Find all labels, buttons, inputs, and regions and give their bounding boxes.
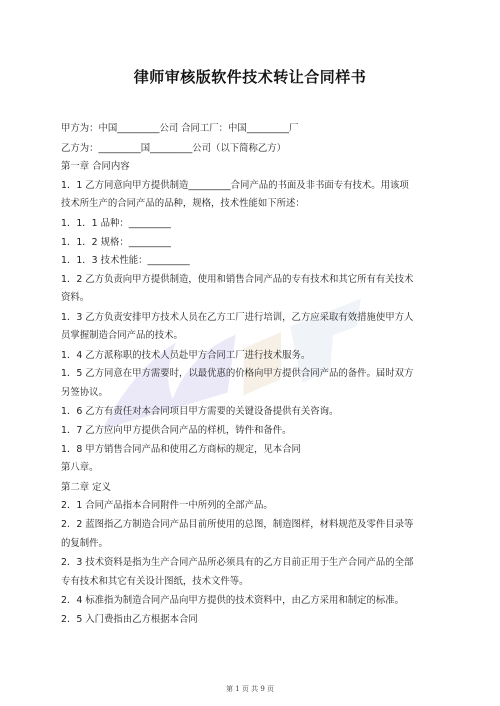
page-number: 第 1 页 共 9 页 [225,685,275,693]
text-line: 1．5 乙方同意在甲方需要时，以最优惠的价格向甲方提供合同产品的备件。届时双方 [61,368,414,379]
text-line: 1．1．2 规格：_________ [61,237,171,248]
text-line: 1．1．3 技术性能：_________ [61,255,190,266]
text-line: 乙方为：_________国_________公司（以下简称乙方） [61,143,287,154]
text-line: 1．1 乙方同意向甲方提供制造_________合同产品的书面及非书面专有技术。用该项 [61,180,409,191]
text-line: 2．5 入门费指由乙方根据本合同 [61,614,198,625]
text-line: 1．6 乙方有责任对本合同项目甲方需要的关键设备提供有关咨询。 [61,406,339,417]
text-line: 1．8 甲方销售合同产品和使用乙方商标的规定，见本合同 [61,444,301,455]
text-line: 1．7 乙方应向甲方提供合同产品的样机，铸件和备件。 [61,425,292,436]
text-line: 的复制件。 [61,538,108,549]
text-line: 1．1．1 品种：_________ [61,218,171,229]
text-line: 1．4 乙方派称职的技术人员赴甲方合同工厂进行技术服务。 [61,350,311,361]
text-line: 甲方为：中国_________公司 合同工厂：中国_________厂 [61,123,299,134]
text-line: 另签协议。 [61,387,108,398]
text-line: 员掌握制造合同产品的技术。 [61,330,183,341]
text-line: 第一章 合同内容 [61,161,130,172]
text-line: 资料。 [61,292,90,303]
text-line: 第二章 定义 [61,482,111,493]
text-line: 1．2 乙方负责向甲方提供制造，使用和销售合同产品的专有技术和其它所有有关技术 [61,274,414,285]
text-line: 2．1 合同产品指本合同附件一中所列的全部产品。 [61,500,273,511]
text-line: 2．4 标准指为制造合同产品向甲方提供的技术资料中，由乙方采用和制定的标准。 [61,595,405,606]
text-line: 技术所生产的合同产品的品种，规格，技术性能如下所述： [61,198,305,209]
text-line: 2．3 技术资料是指为生产合同产品所必须具有的乙方目前正用于生产合同产品的全部 [61,557,414,568]
text-line: 2．2 蓝图指乙方制造合同产品目前所使用的总图，制造图样，材料规范及零件目录等 [61,519,414,530]
document-title: 律师审核版软件技术转让合同样书 [133,68,367,86]
text-line: 第八章。 [61,462,99,473]
text-line: 专有技术和其它有关设计图纸，技术文件等。 [61,576,249,587]
text-line: 1．3 乙方负责安排甲方技术人员在乙方工厂进行培训，乙方应采取有效措施使甲方人 [61,312,414,323]
